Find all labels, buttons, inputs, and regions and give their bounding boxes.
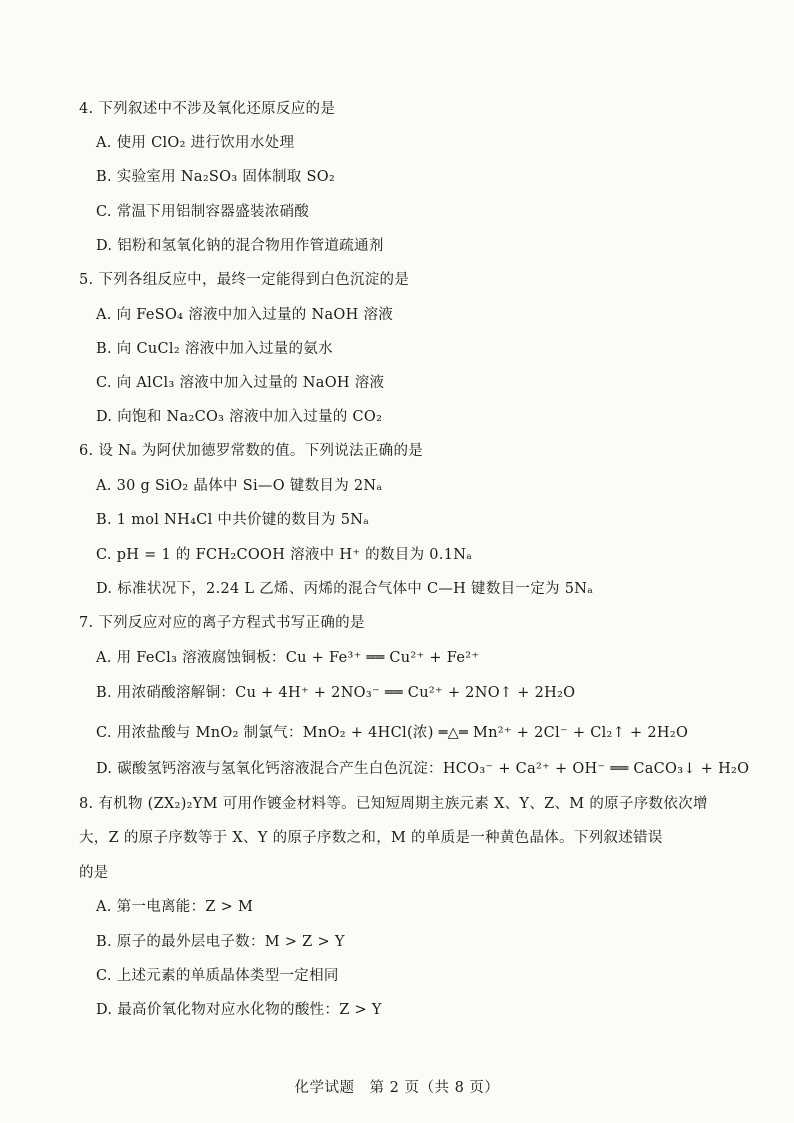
question-5-option-d: D. 向饱和 Na₂CO₃ 溶液中加入过量的 CO₂	[96, 409, 383, 425]
question-6-stem: 6. 设 Nₐ 为阿伏加德罗常数的值。下列说法正确的是	[79, 443, 424, 459]
question-6-option-b: B. 1 mol NH₄Cl 中共价键的数目为 5Nₐ	[96, 512, 370, 528]
page-footer: 化学试题 第 2 页（共 8 页）	[294, 1080, 500, 1096]
question-8-option-c: C. 上述元素的单质晶体类型一定相同	[96, 968, 339, 984]
question-4-option-a: A. 使用 ClO₂ 进行饮用水处理	[96, 135, 295, 151]
question-5-option-c: C. 向 AlCl₃ 溶液中加入过量的 NaOH 溶液	[96, 375, 385, 391]
question-4-option-b: B. 实验室用 Na₂SO₃ 固体制取 SO₂	[96, 169, 336, 185]
question-4-option-c: C. 常温下用铝制容器盛装浓硝酸	[96, 204, 310, 220]
question-7-option-c: C. 用浓盐酸与 MnO₂ 制氯气：MnO₂ + 4HCl(浓) ═△═ Mn²⁺ + 2Cl⁻ + Cl₂↑ + 2H₂O	[96, 725, 689, 741]
question-4-option-d: D. 铝粉和氢氧化钠的混合物用作管道疏通剂	[96, 238, 384, 254]
question-8-stem-line-2: 大，Z 的原子序数等于 X、Y 的原子序数之和，M 的单质是一种黄色晶体。下列叙述错误	[79, 830, 663, 846]
question-5-option-b: B. 向 CuCl₂ 溶液中加入过量的氨水	[96, 341, 333, 357]
question-7-option-b: B. 用浓硝酸溶解铜：Cu + 4H⁺ + 2NO₃⁻ ══ Cu²⁺ + 2NO↑ + 2H₂O	[96, 685, 576, 701]
question-7-option-a: A. 用 FeCl₃ 溶液腐蚀铜板：Cu + Fe³⁺ ══ Cu²⁺ + Fe²⁺	[96, 650, 480, 666]
question-8-stem-line-1: 8. 有机物 (ZX₂)₂YM 可用作镀金材料等。已知短周期主族元素 X、Y、Z、M 的原子序数依次增	[79, 796, 708, 812]
question-4-stem: 4. 下列叙述中不涉及氧化还原反应的是	[79, 101, 336, 117]
question-8-option-d: D. 最高价氧化物对应水化物的酸性：Z > Y	[96, 1002, 382, 1018]
question-8-stem-line-3: 的是	[79, 865, 109, 881]
question-6-option-a: A. 30 g SiO₂ 晶体中 Si—O 键数目为 2Nₐ	[96, 478, 383, 494]
question-7-option-d: D. 碳酸氢钙溶液与氢氧化钙溶液混合产生白色沉淀：HCO₃⁻ + Ca²⁺ + OH⁻ ══ CaCO₃↓ + H₂O	[96, 761, 750, 777]
question-6-option-d: D. 标准状况下，2.24 L 乙烯、丙烯的混合气体中 C—H 键数目一定为 5Nₐ	[96, 581, 594, 597]
question-7-stem: 7. 下列反应对应的离子方程式书写正确的是	[79, 615, 365, 631]
question-8-option-a: A. 第一电离能：Z > M	[96, 899, 254, 915]
question-6-option-c: C. pH = 1 的 FCH₂COOH 溶液中 H⁺ 的数目为 0.1Nₐ	[96, 547, 473, 563]
question-8-option-b: B. 原子的最外层电子数：M > Z > Y	[96, 934, 345, 950]
question-5-option-a: A. 向 FeSO₄ 溶液中加入过量的 NaOH 溶液	[96, 307, 394, 323]
question-5-stem: 5. 下列各组反应中，最终一定能得到白色沉淀的是	[79, 272, 410, 288]
